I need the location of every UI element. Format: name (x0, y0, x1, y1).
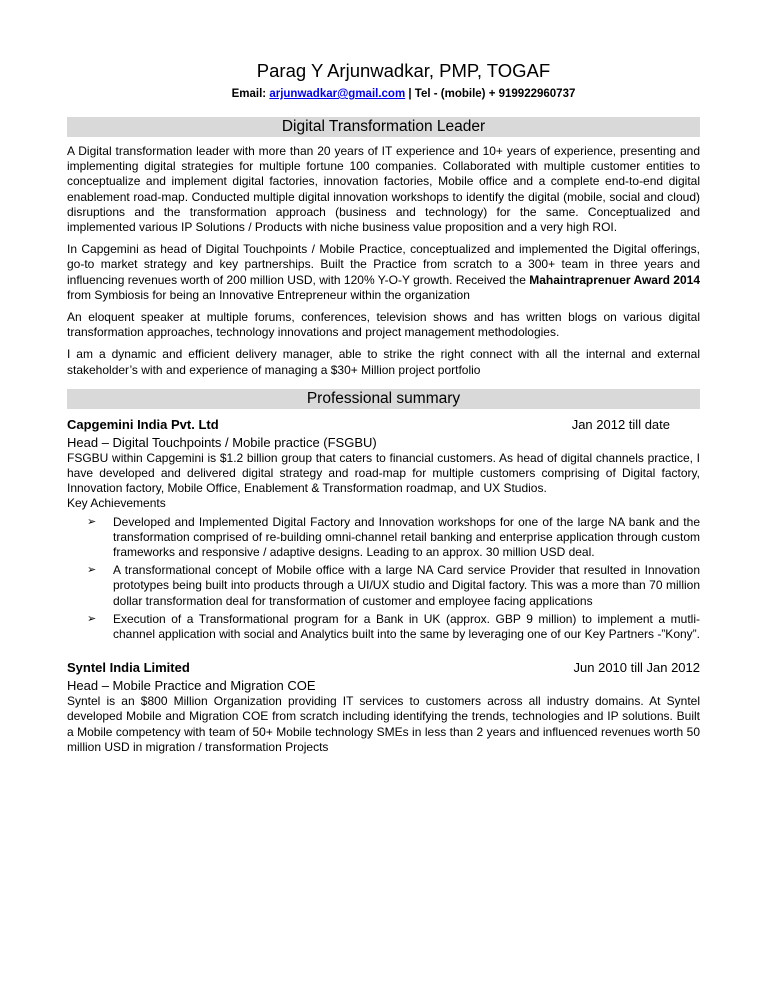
company-name: Capgemini India Pvt. Ltd (67, 416, 219, 432)
job-role: Head – Digital Touchpoints / Mobile practice (FSGBU) (67, 434, 377, 450)
job-dates: Jan 2012 till date (571, 416, 670, 432)
arrow-bullet-icon: ➢ (87, 612, 97, 625)
arrow-bullet-icon: ➢ (87, 515, 97, 528)
section-title-digital-leader: Digital Transformation Leader (67, 117, 700, 137)
achievements-label: Key Achievements (67, 496, 166, 511)
award-name: Mahaintraprenuer Award 2014 (529, 272, 700, 287)
job-description: Syntel is an $800 Million Organization providing IT services to customers across all industry domains. At Syntel developed Mobile and Migration COE from scratch including identifying the trends, technologies and IP solutions. Built a Mobile competency with team of 50+ Mobile technology SMEs in less than 2 years and influenced revenues worth 50 million USD in migration / transformation Projects (67, 694, 700, 754)
job-header (67, 659, 700, 677)
achievements-list (67, 515, 700, 643)
achievement-item (67, 563, 700, 609)
achievement-item (67, 515, 700, 561)
job-dates: Jun 2010 till Jan 2012 (573, 660, 700, 676)
contact-line (107, 86, 700, 102)
achievement-text: Execution of a Transformational program for a Bank in UK (approx. GBP 9 million) to implement a mutli-channel application with social and Analytics built into the same by leveraging one of our Key Partners -”Kony”. (113, 611, 700, 642)
achievement-text: A transformational concept of Mobile office with a large NA Card service Provider that resulted in Innovation prototypes being built into products through a UI/UX studio and Digital factory. This was a more than 70 million dollar transformation deal for transformation of customer and employee facing applications (113, 563, 700, 608)
achievement-text: Developed and Implemented Digital Factory and Innovation workshops for one of the large NA bank and the transformation comprised of re-building omni-channel retail banking and enterprise application through custom frameworks and responsive / adaptive designs. Leading to an approx. 30 million USD deal. (113, 514, 700, 560)
summary-p2-text-b: from Symbiosis for being an Innovative Entrepreneur within the organization (67, 287, 470, 302)
job-role: Head – Mobile Practice and Migration COE (67, 678, 316, 694)
summary-paragraph-1: A Digital transformation leader with more than 20 years of IT experience and 10+ years of experience, presenting and implementing digital strategies for multiple fortune 100 companies. Collaborated with multiple customer entities to conceptualize and implement digital factories, innovation factories, Mobile office and a complete end-to-end digital enablement road-map. Conducted multiple digital innovation workshops to identify the digital (mobile, social and cloud) disruptions and the transformation approach (business and technology) for the same. Conceptualized and implemented various IP Solutions / Products with niche business value proposition and a very high ROI. (67, 144, 700, 235)
section-title-professional-summary: Professional summary (67, 389, 700, 409)
candidate-name: Parag Y Arjunwadkar, PMP, TOGAF (256, 60, 551, 81)
job-syntel (67, 659, 700, 755)
summary-paragraph-2 (67, 242, 700, 303)
tel-text: | Tel - (mobile) + 919922960737 (408, 88, 576, 100)
email-link[interactable]: arjunwadkar@gmail.com (269, 88, 406, 100)
email-label: Email: (231, 88, 267, 100)
company-name: Syntel India Limited (67, 660, 190, 676)
resume-page (67, 60, 700, 755)
summary-paragraph-3: An eloquent speaker at multiple forums, conferences, television shows and has written blogs on various digital transformation approaches, technology innovations and project management methodologies. (67, 310, 700, 340)
summary-p2-text-a: In Capgemini as head of Digital Touchpoints / Mobile Practice, conceptualized and implemented the Digital offerings, go-to market strategy and key partnerships. Built the Practice from scratch to a 300+ team in three years and influencing revenues worth of 200 million USD, with 120% Y-O-Y growth. Received the (67, 242, 700, 287)
achievement-item (67, 612, 700, 642)
arrow-bullet-icon: ➢ (87, 564, 97, 577)
job-capgemini (67, 416, 700, 642)
summary-paragraph-4: I am a dynamic and efficient delivery manager, able to strike the right connect with all the internal and external stakeholder’s with and experience of managing a $30+ Million project portfolio (67, 347, 700, 377)
job-header (67, 416, 700, 434)
job-description: FSGBU within Capgemini is $1.2 billion group that caters to financial customers. As head of digital channels practice, I have developed and delivered digital strategy and road-map for multiple customers comprising of Digital factory, Innovation factory, Mobile Office, Enablement & Transformation roadmap, and UX Studios. (67, 450, 700, 496)
